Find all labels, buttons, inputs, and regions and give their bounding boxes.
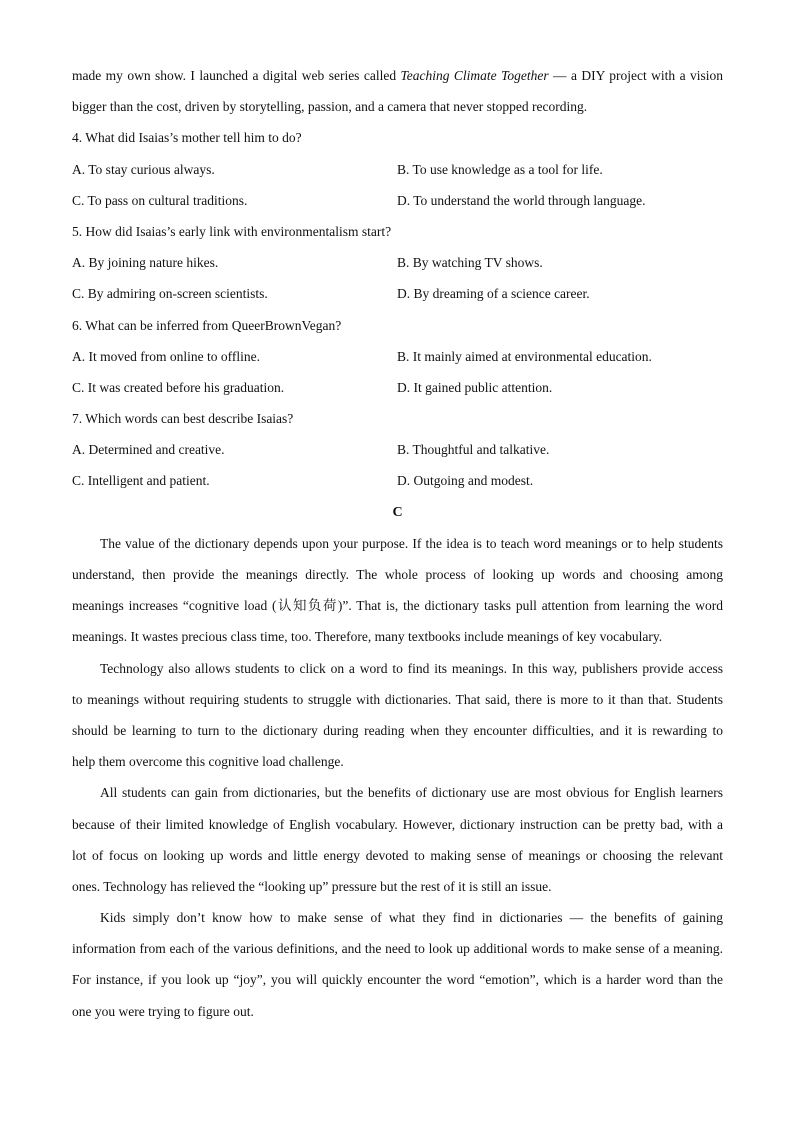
paragraph-line: lot of focus on looking up words and little energy devoted to making sense of meanings or choosing the relevant (72, 847, 723, 863)
series-title: Teaching Climate Together (400, 68, 549, 83)
section-heading: C (392, 504, 403, 520)
option-c: C. To pass on cultural traditions. (72, 192, 248, 208)
paragraph-line: meanings increases “cognitive load (认知负荷)”. That is, the dictionary tasks pull attention from learning the word (72, 598, 723, 614)
paragraph-line: information from each of the various definitions, and the need to look up additional words to make sense of a meaning. (72, 941, 723, 957)
option-a: A. By joining nature hikes. (72, 255, 219, 271)
paragraph-line: ones. Technology has relieved the “looking up” pressure but the rest of it is still an issue. (72, 878, 552, 894)
option-b: B. It mainly aimed at environmental education. (397, 348, 652, 364)
paragraph-line: All students can gain from dictionaries, but the benefits of dictionary use are most obvious for English learners (100, 785, 723, 801)
option-b: B. To use knowledge as a tool for life. (397, 161, 603, 177)
paragraph-line: For instance, if you look up “joy”, you will quickly encounter the word “emotion”, which is a harder word than the (72, 972, 723, 988)
paragraph-line: meanings. It wastes precious class time, too. Therefore, many textbooks include meanings of key vocabulary. (72, 629, 663, 645)
option-c: C. By admiring on-screen scientists. (72, 286, 268, 302)
option-row (72, 341, 723, 372)
question-stem: 5. How did Isaias’s early link with environmentalism start? (72, 223, 392, 239)
intro-text-b: — a DIY project with a vision (548, 68, 723, 83)
option-row (72, 154, 723, 185)
option-row (72, 278, 723, 309)
option-d: D. It gained public attention. (397, 379, 553, 395)
option-c: C. Intelligent and patient. (72, 473, 210, 489)
option-b: B. By watching TV shows. (397, 255, 543, 271)
document-page (72, 60, 723, 1027)
paragraph-line: help them overcome this cognitive load challenge. (72, 754, 344, 770)
paragraph-line: understand, then provide the meanings directly. The whole process of looking up words and choosing among (72, 567, 723, 582)
paragraph-3 (72, 777, 723, 902)
paragraph-4 (72, 902, 723, 1027)
option-d: D. Outgoing and modest. (397, 473, 534, 489)
question-stem: 7. Which words can best describe Isaias? (72, 411, 294, 427)
option-row (72, 434, 723, 465)
intro-line-1 (72, 60, 723, 91)
paragraph-line: The value of the dictionary depends upon your purpose. If the idea is to teach word meanings or to help students (100, 535, 723, 551)
intro-text-a: made my own show. I launched a digital web series called (72, 68, 401, 83)
paragraph-2 (72, 653, 723, 778)
option-a: A. Determined and creative. (72, 442, 225, 458)
option-row (72, 465, 723, 496)
intro-line-2: bigger than the cost, driven by storytelling, passion, and a camera that never stopped recording. (72, 99, 588, 115)
option-row (72, 185, 723, 216)
option-d: D. By dreaming of a science career. (397, 286, 590, 302)
option-row (72, 247, 723, 278)
paragraph-line: should be learning to turn to the dictionary during reading when they encounter difficulties, and it is rewarding to (72, 722, 723, 738)
paragraph-1 (72, 528, 723, 653)
paragraph-line: one you were trying to figure out. (72, 1003, 254, 1019)
question-stem: 6. What can be inferred from QueerBrownVegan? (72, 317, 342, 333)
paragraph-line: to meanings without requiring students to struggle with dictionaries. That said, there is more to it than that. Students (72, 691, 723, 707)
option-b: B. Thoughtful and talkative. (397, 442, 550, 458)
paragraph-line: Technology also allows students to click on a word to find its meanings. In this way, publishers provide access (100, 660, 723, 676)
option-a: A. To stay curious always. (72, 161, 215, 177)
option-c: C. It was created before his graduation. (72, 379, 285, 395)
option-a: A. It moved from online to offline. (72, 348, 260, 364)
option-row (72, 372, 723, 403)
question-stem: 4. What did Isaias’s mother tell him to do? (72, 130, 302, 146)
paragraph-line: because of their limited knowledge of English vocabulary. However, dictionary instruction can be pretty bad, with a (72, 816, 723, 832)
option-d: D. To understand the world through language. (397, 192, 646, 208)
paragraph-line: Kids simply don’t know how to make sense of what they find in dictionaries — the benefits of gaining (100, 910, 723, 926)
